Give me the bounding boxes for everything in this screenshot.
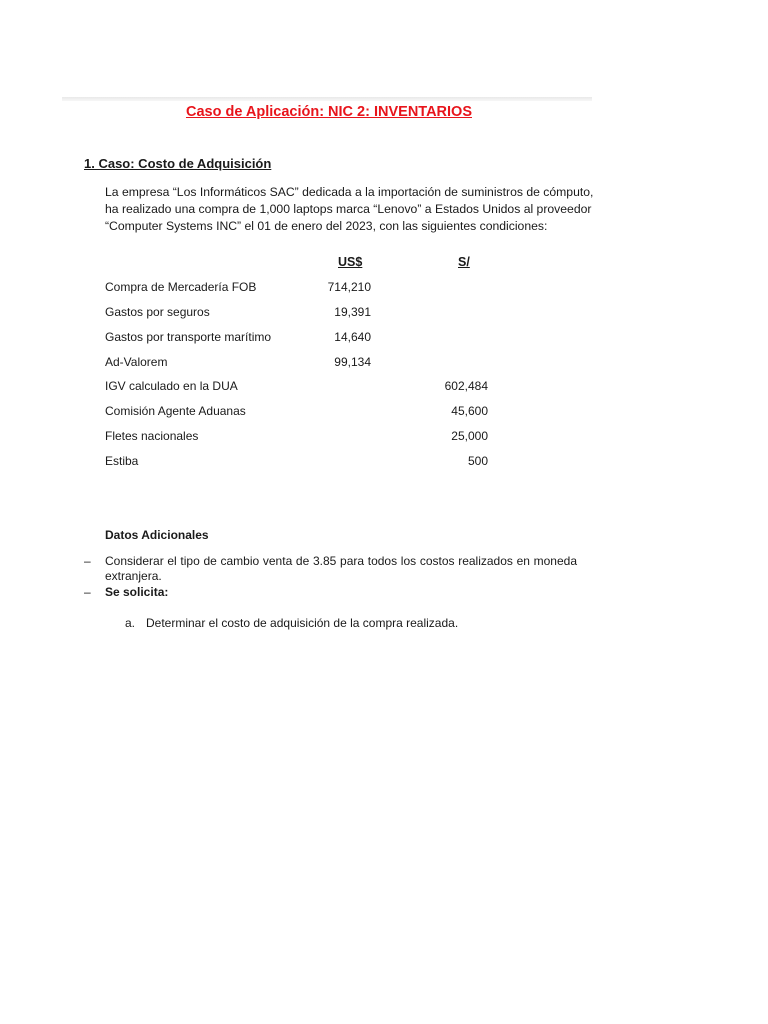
row-pen-igv: 602,484 [444, 379, 488, 393]
column-header-usd: US$ [338, 255, 363, 269]
document-title: Caso de Aplicación: NIC 2: INVENTARIOS [185, 104, 472, 120]
row-usd-ad-valorem: 99,134 [334, 355, 371, 369]
row-usd-seguros: 19,391 [334, 305, 371, 319]
list-item-task: Determinar el costo de adquisición de la compra realizada. [146, 616, 459, 630]
row-label-transporte: Gastos por transporte marítimo [105, 330, 272, 344]
page-top-border [62, 97, 592, 101]
row-pen-comision: 45,600 [451, 404, 488, 418]
row-usd-fob: 714,210 [327, 280, 371, 294]
row-label-fob: Compra de Mercadería FOB [105, 280, 257, 294]
row-label-estiba: Estiba [105, 454, 139, 468]
list-item-letter: a. [125, 616, 136, 630]
bullet-requested: Se solicita: [105, 585, 169, 599]
intro-line: La empresa “Los Informáticos SAC” dedicada a la importación de suministros de cómputo, [105, 185, 594, 199]
row-pen-fletes: 25,000 [451, 429, 488, 443]
row-label-ad-valorem: Ad-Valorem [105, 355, 168, 369]
intro-line: ha realizado una compra de 1,000 laptops marca “Lenovo” a Estados Unidos al proveedor [105, 202, 592, 216]
bullet-dash-icon: – [84, 585, 91, 599]
bullet-dash-icon: – [84, 554, 91, 568]
column-header-pen: S/ [458, 255, 470, 269]
intro-line: “Computer Systems INC” el 01 de enero del 2023, con las siguientes condiciones: [105, 219, 548, 233]
row-label-seguros: Gastos por seguros [105, 305, 210, 319]
intro-paragraph [105, 184, 594, 235]
section-heading: 1. Caso: Costo de Adquisición [84, 156, 272, 171]
row-label-comision: Comisión Agente Aduanas [105, 404, 246, 418]
row-usd-transporte: 14,640 [334, 330, 371, 344]
bullet-exchange-rate: Considerar el tipo de cambio venta de 3.85 para todos los costos realizados en moneda extranjera. [105, 554, 577, 583]
row-label-igv: IGV calculado en la DUA [105, 379, 238, 393]
additional-data-heading: Datos Adicionales [105, 528, 209, 542]
row-label-fletes: Fletes nacionales [105, 429, 199, 443]
row-pen-estiba: 500 [467, 454, 488, 468]
